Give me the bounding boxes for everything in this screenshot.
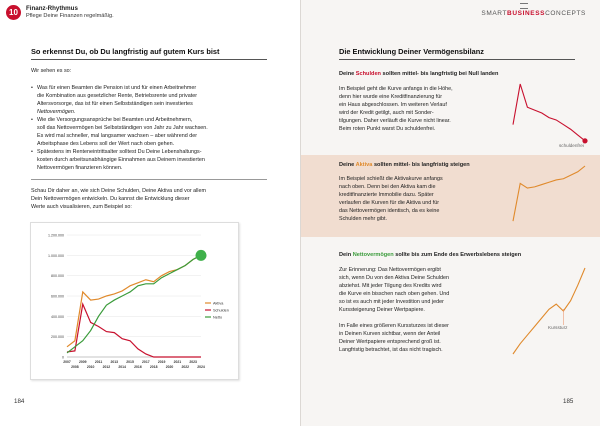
y-tick-label: 200.000 (51, 335, 64, 340)
section-netto-text-2: Im Falle eines größeren Kurssturzes ist dieser in Deinen Kurven sichtbar, wenn der Anteil Deiner Wertpapiere entsprechend groß ist. Langfristig betrachtet, ist das nicht tragisch. (339, 323, 449, 354)
page-number-left: 184 (14, 398, 25, 405)
x-tick-label: 2013 (110, 360, 119, 364)
schuldenfrei-label: schuldenfrei (559, 143, 584, 148)
x-tick-label: 2012 (102, 365, 111, 369)
x-tick-label: 2024 (197, 365, 205, 369)
y-tick-label: 400.000 (51, 314, 64, 319)
bullet-item: • Wie die Versorgungsansprüche bei Beamten und Arbeitnehmern, soll das Nettovermögen bei Selbstständigen von Jahr zu Jahr wachsen. Es wird mal schneller, mal langsamer wachsen – aber während der Arbeitsphase des Lebens soll der Wert nach oben gehen. (31, 116, 267, 148)
left-heading: So erkennst Du, ob Du langfristig auf gutem Kurs bist (31, 47, 220, 56)
x-tick-label: 2014 (118, 365, 126, 369)
chapter-subtitle: Pflege Deine Finanzen regelmäßig. (26, 13, 114, 19)
y-tick-label: 1.200.000 (48, 233, 64, 238)
brand-mark-icon (520, 3, 528, 9)
x-tick-label: 2011 (94, 360, 103, 364)
section-schulden-title: Deine Schulden sollten mittel- bis langfristig bei Null landen (339, 71, 499, 77)
section-netto-title: Dein Nettovermögen sollte bis zum Ende des Erwerbslebens steigen (339, 252, 522, 258)
chapter-title: Finanz-Rhythmus (26, 5, 78, 12)
wealth-chart-card (30, 222, 239, 380)
x-tick-label: 2022 (181, 365, 190, 369)
series-line-schulden (67, 304, 201, 357)
x-tick-label: 2018 (149, 365, 158, 369)
heading-underline (31, 59, 267, 60)
netto-mini-chart (509, 262, 589, 362)
bullet-list (31, 84, 267, 172)
series-line-aktiva (67, 255, 201, 347)
x-tick-label: 2009 (78, 360, 87, 364)
kurssturz-label: Kurssturz (548, 325, 568, 330)
schulden-mini-chart (509, 78, 589, 150)
legend-label: Aktiva (213, 301, 224, 306)
section-aktiva-text: Im Beispiel schießt die Aktivakurve anfangs nach oben. Denn bei den Aktiva kam die kreditfinanzierte Immobilie dazu. Später verlaufen die Kurven für die Aktiva und für das Nettovermögen identisch, da es keine Schulden mehr gibt. (339, 176, 443, 223)
series-line-netto (67, 255, 201, 353)
x-tick-label: 2016 (134, 365, 142, 369)
legend-label: Netto (213, 315, 223, 320)
y-tick-label: 600.000 (51, 294, 64, 299)
mini-series-line (513, 166, 585, 221)
x-tick-label: 2007 (63, 360, 71, 364)
wealth-line-chart (31, 223, 240, 381)
x-tick-label: 2015 (126, 360, 134, 364)
section-schulden-text: Im Beispiel geht die Kurve anfangs in die Höhe, denn hier wurde eine Kreditfinanzierung für ein Haus abgeschlossen. Im weiteren Verlauf wird der Kredit getilgt, auch mit Sonder- tilgungen. Daher verläuft die Kurve nicht linear. Beim roten Punkt warst Du schuldenfrei. (339, 86, 453, 133)
section-divider (31, 179, 267, 180)
right-page (300, 0, 600, 426)
x-tick-label: 2023 (189, 360, 197, 364)
mini-series-line (513, 268, 585, 354)
bullet-item: • Was für einen Beamten die Pension ist und für einen Arbeitnehmer die Kombination aus gesetzlicher Rente, Betriebsrente und privater Altersvorsorge, das ist für einen Selbstständigen sein investiertes Nettovermögen. (31, 84, 267, 116)
chapter-number-badge: 10 (6, 5, 21, 20)
mini-series-line (513, 84, 585, 141)
right-heading-underline (339, 59, 575, 60)
x-tick-label: 2020 (165, 365, 174, 369)
page-number-right: 185 (563, 398, 574, 405)
section-aktiva-title: Deine Aktiva sollten mittel- bis langfristig steigen (339, 162, 470, 168)
y-tick-label: 800.000 (51, 274, 64, 279)
aktiva-mini-chart (509, 160, 589, 232)
section-netto-text: Zur Erinnerung: Das Nettovermögen ergibt sich, wenn Du von den Aktiva Deine Schulden abziehst. Mit jeder Tilgung des Kredits wird die Kurve ein bisschen nach oben gehen. Und so ist es auch mit jeder Investition und jeder Kurssteigerung Deiner Wertpapiere. (339, 267, 450, 314)
bullet-item: • Spätestens im Renteneintrittsalter solltest Du Deine Lebenshaltungs- kosten durch arbeitsunabhängige Einnahmen aus Deinem investierten Nettovermögen finanzieren können. (31, 148, 267, 172)
intro-text: Wir sehen es so: (31, 68, 72, 74)
x-tick-label: 2021 (173, 360, 182, 364)
right-heading: Die Entwicklung Deiner Vermögensbilanz (339, 47, 484, 56)
y-tick-label: 0 (62, 355, 64, 360)
x-tick-label: 2008 (71, 365, 79, 369)
y-tick-label: 1.000.000 (48, 253, 64, 258)
legend-label: Schulden (213, 308, 229, 313)
closing-text: Schau Dir daher an, wie sich Deine Schulden, Deine Aktiva und vor allem Dein Nettovermögen entwickeln. Du kannst die Entwicklung dieser Werte auch visualisieren, zum Beispiel so: (31, 188, 206, 211)
netto-highlight-point (196, 250, 207, 261)
brand-logo: SMARTBUSINESSCONCEPTS (481, 10, 586, 17)
x-tick-label: 2019 (157, 360, 166, 364)
x-tick-label: 2017 (142, 360, 150, 364)
x-tick-label: 2010 (86, 365, 95, 369)
